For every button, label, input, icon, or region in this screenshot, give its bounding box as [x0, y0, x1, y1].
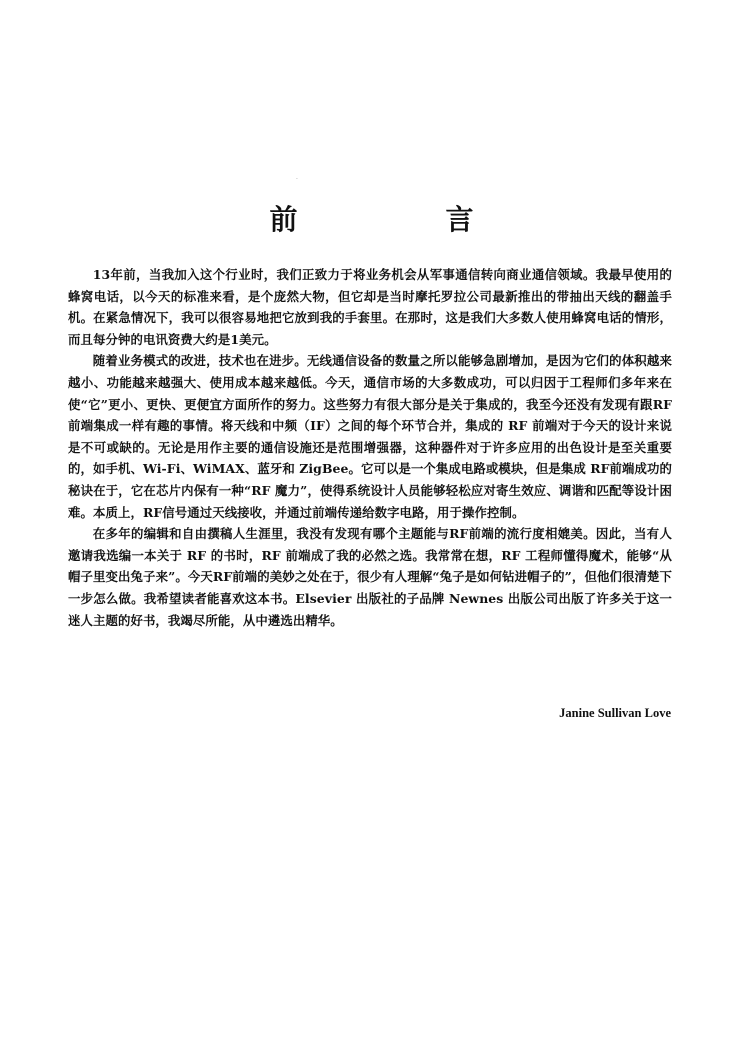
preface-body	[68, 264, 672, 631]
paragraph-1: 13年前，当我加入这个行业时，我们正致力于将业务机会从军事通信转向商业通信领域。我最早使用的蜂窝电话，以今天的标准来看，是个庞然大物，但它却是当时摩托罗拉公司最新推出的带抽出天线的翻盖手机。在紧急情况下，我可以很容易地把它放到我的手套里。在那时，这是我们大多数人使用蜂窝电话的情形，而且每分钟的电讯资费大约是1美元。	[68, 267, 672, 347]
page-title: 前 言	[269, 202, 534, 236]
author-signature: Janine Sullivan Love	[559, 706, 671, 720]
scan-speck: ·	[296, 176, 298, 183]
paragraph-2: 随着业务模式的改进，技术也在进步。无线通信设备的数量之所以能够急剧增加，是因为它们的体积越来越小、功能越来越强大、使用成本越来越低。今天，通信市场的大多数成功，可以归因于工程师们多年来在使“它”更小、更快、更便宜方面所作的努力。这些努力有很大部分是关于集成的，我至今还没有发现有跟RF前端集成一样有趣的事情。将天线和中频（IF）之间的每个环节合并，集成的 RF 前端对于今天的设计来说是不可或缺的。无论是用作主要的通信设施还是范围增强器，这种器件对于许多应用的出色设计是至关重要的，如手机、Wi-Fi、WiMAX、蓝牙和 ZigBee。它可以是一个集成电路或模块，但是集成 RF前端成功的秘诀在于，它在芯片内保有一种“RF 魔力”，使得系统设计人员能够轻松应对寄生效应、调谐和匹配等设计困难。本质上，RF信号通过天线接收，并通过前端传递给数字电路，用于操作控制。	[68, 353, 672, 520]
paragraph-3: 在多年的编辑和自由撰稿人生涯里，我没有发现有哪个主题能与RF前端的流行度相媲美。因此，当有人邀请我选编一本关于 RF 的书时，RF 前端成了我的必然之选。我常常在想，RF 工程师懂得魔术，能够“从帽子里变出兔子来”。今天RF前端的美妙之处在于，很少有人理解“兔子是如何钻进帽子的”，但他们很清楚下一步怎么做。我希望读者能喜欢这本书。Elsevier 出版社的子品牌 Newnes 出版公司出版了许多关于这一迷人主题的好书，我竭尽所能，从中遴选出精华。	[68, 526, 672, 628]
